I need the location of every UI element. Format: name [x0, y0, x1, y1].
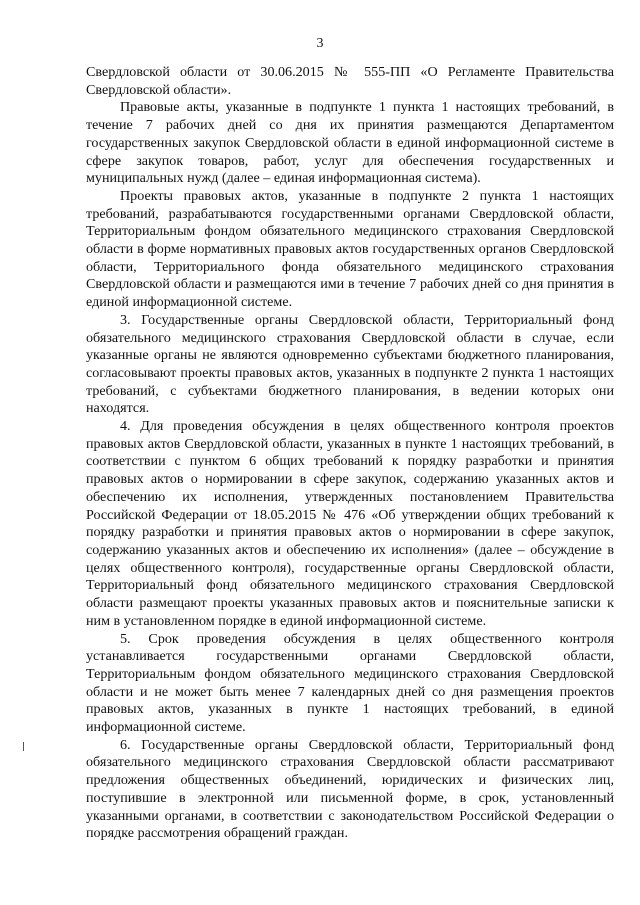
paragraph-legal-acts-publication: Правовые акты, указанные в подпункте 1 пункта 1 настоящих требований, в течение 7 рабочих дней со дня их принятия размещаются Департаментом государственных закупок Свердловской области в единой информационной системе в сфере закупок товаров, работ, услуг для обеспечения государственных и муниципальных нужд (далее – единая информационная система). [86, 99, 614, 187]
paragraph-item-4: 4. Для проведения обсуждения в целях общественного контроля проектов правовых актов Свердловской области, указанных в пункте 1 настоящих требований, в соответствии с пунктом 6 общих требований к порядку разработки и принятия правовых актов о нормировании в сфере закупок, содержанию указанных актов и обеспечению их исполнения, утвержденных постановлением Правительства Российской Федерации от 18.05.2015 № 476 «Об утверждении общих требований к порядку разработки и принятия правовых актов о нормировании в сфере закупок, содержанию указанных актов и обеспечению их исполнения» (далее – обсуждение в целях общественного контроля), государственные органы Свердловской области, Территориальный фонд обязательного медицинского страхования Свердловской области размещают проекты указанных правовых актов и пояснительные записки к ним в установленном порядке в единой информационной системе. [86, 418, 614, 629]
page-number: 3 [316, 36, 324, 51]
paragraph-item-3: 3. Государственные органы Свердловской области, Территориальный фонд обязательного медицинского страхования Свердловской области в случае, если указанные органы не являются одновременно субъектами бюджетного планирования, согласовывают проекты правовых актов, указанных в подпункте 2 пункта 1 настоящих требований, с субъектами бюджетного планирования, в ведении которых они находятся. [86, 311, 614, 417]
paragraph-item-5: 5. Срок проведения обсуждения в целях общественного контроля устанавливается государственными органами Свердловской области, Территориальным фондом обязательного медицинского страхования Свердловской области и не может быть менее 7 календарных дней со дня размещения проектов правовых актов, указанных в пункте 1 настоящих требований, в единой информационной системе. [86, 630, 614, 736]
paragraph-item-6: 6. Государственные органы Свердловской области, Территориальный фонд обязательного медицинского страхования Свердловской области рассматривают предложения общественных объединений, юридических и физических лиц, поступившие в электронной или письменной форме, в срок, установленный указанными органами, в соответствии с законодательством Российской Федерации о порядке рассмотрения обращений граждан. [86, 736, 614, 842]
paragraph-continuation: Свердловской области от 30.06.2015 № 555-ПП «О Регламенте Правительства Свердловской области». [86, 64, 614, 98]
document-body [86, 64, 614, 843]
margin-mark [23, 742, 24, 751]
paragraph-draft-acts: Проекты правовых актов, указанные в подпункте 2 пункта 1 настоящих требований, разрабатываются государственными органами Свердловской области, Территориальным фондом обязательного медицинского страхования Свердловской области в форме нормативных правовых актов государственных органов Свердловской области, Территориального фонда обязательного медицинского страхования Свердловской области и размещаются ими в течение 7 рабочих дней со дня принятия в единой информационной системе. [86, 187, 614, 311]
